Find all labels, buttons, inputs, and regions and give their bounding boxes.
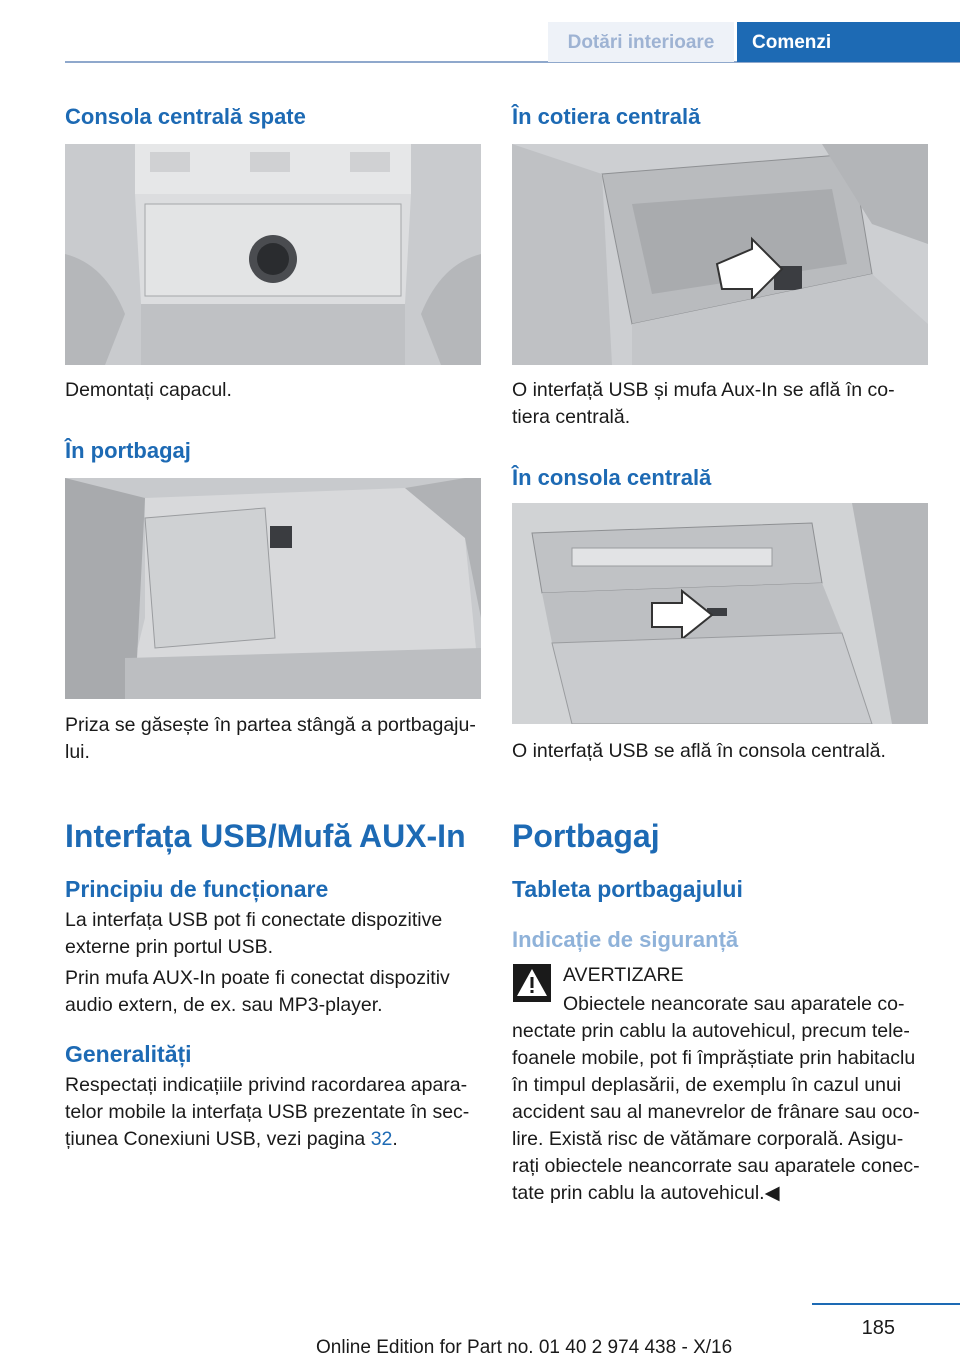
principle-heading: Principiu de funcționare bbox=[65, 876, 329, 902]
general-text: Respectați indicațiile privind racordarea apara‐telor mobile la interfața USB prezentate în sec‐țiunea Conexiuni USB, vezi pagina bbox=[65, 1074, 470, 1150]
trunk-socket-illustration bbox=[65, 478, 481, 699]
principle-paragraph-2: Prin mufa AUX-In poate fi conectat dispozitiv audio extern, de ex. sau MP3-player. bbox=[65, 967, 450, 1016]
rear-console-image bbox=[65, 144, 481, 365]
center-console-heading: În consola centrală bbox=[512, 465, 712, 490]
trunk-tablet-subtitle: Tableta portbagajului bbox=[512, 876, 743, 902]
usb-aux-title: Interfața USB/Mufă AUX-In bbox=[65, 818, 466, 854]
general-paragraph bbox=[65, 1072, 481, 1153]
edition-note: Online Edition for Part no. 01 40 2 974 438 - X/16 bbox=[316, 1337, 733, 1358]
trunk-heading: În portbagaj bbox=[65, 438, 191, 463]
rear-console-heading: Consola centrală spate bbox=[65, 104, 306, 129]
general-heading: Generalități bbox=[65, 1041, 192, 1067]
principle-paragraph-1: La interfața USB pot fi conectate dispozitive externe prin portul USB. bbox=[65, 909, 443, 958]
section-tab[interactable]: Dotări interioare bbox=[548, 22, 734, 62]
trunk-caption: Priza se găsește în partea stângă a portbagaju‐lui. bbox=[65, 714, 476, 763]
general-end: . bbox=[392, 1128, 398, 1150]
armrest-usb-illustration bbox=[512, 144, 928, 365]
rear-console-caption: Demontați capacul. bbox=[65, 379, 232, 401]
trunk-section-title: Portbagaj bbox=[512, 818, 660, 854]
armrest-image bbox=[512, 144, 928, 365]
center-console-image bbox=[512, 503, 928, 724]
center-console-usb-illustration bbox=[512, 503, 928, 724]
footer-rule bbox=[812, 1303, 960, 1305]
trunk-image bbox=[65, 478, 481, 699]
page-link[interactable]: 32 bbox=[370, 1128, 393, 1150]
warning-text: Obiectele neancorate sau aparatele co‐nectate prin cablu la autovehicul, precum tele‐foanele mobile, pot fi împrăștiate prin habitaclu în timpul deplasării, de exemplu în cazul unui accident sau al manevrelor de frânare sau oco‐lire. Există risc de vătămare corporală. Asigu‐rați obiectele neancorrate sau aparatele conec‐tate prin cablu la autovehicul.◀ bbox=[512, 993, 920, 1204]
center-console-caption: O interfață USB se află în consola centrală. bbox=[512, 740, 886, 762]
warning-label: AVERTIZARE bbox=[563, 964, 684, 986]
page-number: 185 bbox=[861, 1317, 895, 1339]
armrest-caption: O interfață USB și mufa Aux-In se află în co‐tiera centrală. bbox=[512, 379, 895, 428]
safety-heading: Indicație de siguranță bbox=[512, 927, 739, 952]
chapter-tab[interactable]: Comenzi bbox=[737, 22, 960, 62]
armrest-heading: În cotiera centrală bbox=[512, 104, 701, 129]
rear-console-socket-illustration bbox=[65, 144, 481, 365]
